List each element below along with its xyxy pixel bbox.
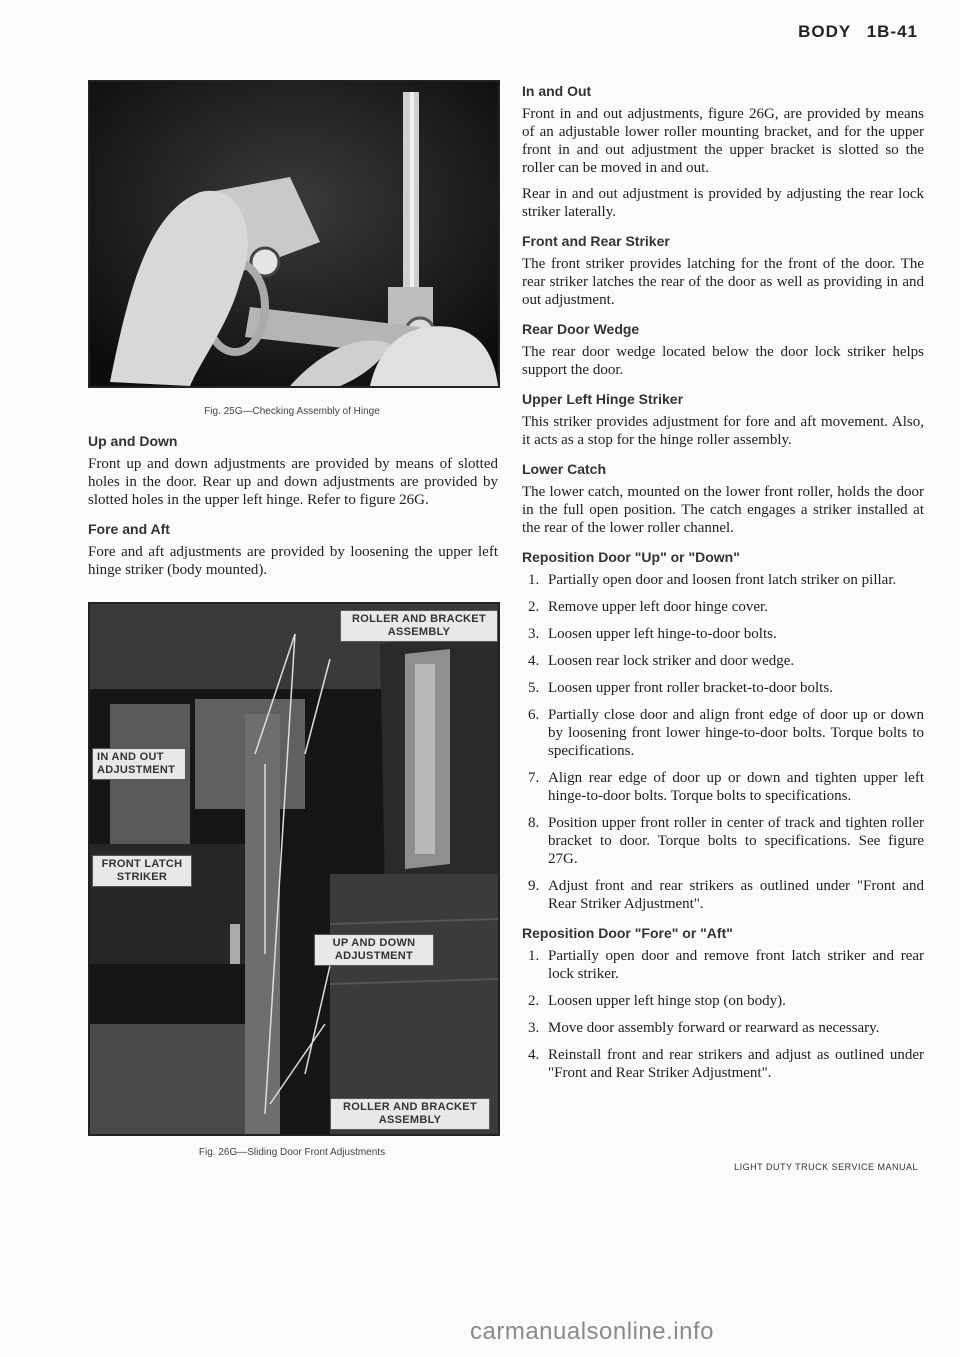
text-rear-door-wedge: The rear door wedge located below the door lock striker helps support the door.	[522, 344, 924, 378]
right-text-column	[522, 83, 924, 1094]
page-footer: LIGHT DUTY TRUCK SERVICE MANUAL	[734, 1162, 918, 1172]
list-item: 2. Loosen upper left hinge stop (on body).	[528, 993, 786, 1009]
fig25-photo	[88, 80, 500, 388]
section-fore-aft	[88, 521, 498, 579]
label-front-latch-striker	[92, 855, 192, 887]
heading-rear-door-wedge: Rear Door Wedge	[522, 321, 640, 337]
list-item: 2. Remove upper left door hinge cover.	[528, 599, 768, 615]
section-lower-catch	[522, 461, 924, 537]
watermark-text: carmanualsonline.info	[470, 1318, 714, 1345]
label-up-down-line1: UP AND DOWN	[332, 937, 416, 949]
heading-fore-aft: Fore and Aft	[88, 521, 170, 537]
step-text: Position upper front roller in center of track and tighten roller bracket to door. Torque bolts to specifications. See figure 27G.	[548, 815, 924, 867]
section-up-down	[88, 433, 498, 509]
text-in-out-2: Rear in and out adjustment is provided by adjusting the rear lock striker laterally.	[522, 186, 924, 220]
step-text: Loosen upper left hinge-to-door bolts.	[548, 626, 777, 642]
section-reposition-up-down	[522, 549, 924, 913]
steps-reposition-fore-aft	[522, 947, 924, 1082]
list-item: 8. Position upper front roller in center of track and tighten roller bracket to door. Torque bolts to specifications. See figure 27G.	[528, 815, 924, 867]
section-reposition-fore-aft	[522, 925, 924, 1082]
label-up-down-adjustment	[314, 934, 434, 966]
section-in-out	[522, 83, 924, 221]
list-item: 4. Reinstall front and rear strikers and adjust as outlined under "Front and Rear Striker Adjustment".	[528, 1047, 924, 1081]
label-roller-bracket-top-line2: ASSEMBLY	[387, 626, 451, 638]
label-up-down-line2: ADJUSTMENT	[334, 950, 414, 962]
step-text: Loosen upper front roller bracket-to-door bolts.	[548, 680, 833, 696]
list-item: 1. Partially open door and remove front latch striker and rear lock striker.	[528, 948, 924, 982]
list-item: 4. Loosen rear lock striker and door wedge.	[528, 653, 795, 669]
step-text: Loosen rear lock striker and door wedge.	[548, 653, 795, 669]
label-roller-bracket-bottom-line2: ASSEMBLY	[378, 1114, 442, 1126]
step-text: Align rear edge of door up or down and tighten upper left hinge-to-door bolts. Torque bolts to specifications.	[548, 770, 924, 804]
list-item: 3. Move door assembly forward or rearward as necessary.	[528, 1020, 880, 1036]
label-in-out-line1: IN AND OUT	[97, 751, 164, 763]
label-roller-bracket-bottom	[330, 1098, 490, 1130]
text-in-out-1: Front in and out adjustments, figure 26G, are provided by means of an adjustable lower roller mounting bracket, and for the upper front in and out adjustment the upper bracket is slotted so the roller can be moved in and out.	[522, 106, 924, 176]
text-lower-catch: The lower catch, mounted on the lower front roller, holds the door in the full open position. The catch engages a striker installed at the rear of the lower roller channel.	[522, 484, 924, 536]
fig26-photo	[88, 602, 500, 1136]
label-roller-bracket-bottom-line1: ROLLER AND BRACKET	[343, 1101, 477, 1113]
heading-reposition-up-down: Reposition Door "Up" or "Down"	[522, 549, 740, 565]
label-front-latch-line2: STRIKER	[116, 871, 168, 883]
heading-reposition-fore-aft: Reposition Door "Fore" or "Aft"	[522, 925, 733, 941]
section-front-rear-striker	[522, 233, 924, 309]
heading-upper-left-hinge: Upper Left Hinge Striker	[522, 391, 684, 407]
list-item: 6. Partially close door and align front edge of door up or down by loosening front lower hinge-to-door bolts. Torque bolts to specifications.	[528, 707, 924, 759]
fig26-caption: Fig. 26G—Sliding Door Front Adjustments	[198, 1147, 386, 1158]
section-upper-left-hinge	[522, 391, 924, 449]
label-roller-bracket-top-line1: ROLLER AND BRACKET	[352, 613, 486, 625]
label-front-latch-line1: FRONT LATCH	[101, 858, 183, 870]
step-text: Reinstall front and rear strikers and adjust as outlined under "Front and Rear Striker Adjustment".	[548, 1047, 924, 1081]
step-text: Loosen upper left hinge stop (on body).	[548, 993, 786, 1009]
label-in-out-adjustment	[92, 748, 186, 780]
step-text: Move door assembly forward or rearward as necessary.	[548, 1020, 880, 1036]
list-item: 9. Adjust front and rear strikers as outlined under "Front and Rear Striker Adjustment".	[528, 878, 924, 912]
heading-front-rear-striker: Front and Rear Striker	[522, 233, 670, 249]
step-text: Partially close door and align front edge of door up or down by loosening front lower hinge-to-door bolts. Torque bolts to specifications.	[548, 707, 924, 759]
text-fore-aft: Fore and aft adjustments are provided by loosening the upper left hinge striker (body mounted).	[88, 544, 498, 578]
label-in-out-line2: ADJUSTMENT	[97, 764, 176, 776]
text-up-down: Front up and down adjustments are provided by means of slotted holes in the door. Rear up and down adjustments are provided by slotted holes in the upper left hinge. Refer to figure 26G.	[88, 456, 498, 508]
text-front-rear-striker: The front striker provides latching for the front of the door. The rear striker latches the rear of the door as well as providing in and out adjustment.	[522, 256, 924, 308]
list-item: 3. Loosen upper left hinge-to-door bolts.	[528, 626, 777, 642]
steps-reposition-up-down	[522, 571, 924, 913]
step-text: Partially open door and remove front latch striker and rear lock striker.	[548, 948, 924, 982]
label-roller-bracket-top	[340, 610, 498, 642]
hinge-photo-illustration	[90, 82, 498, 386]
step-text: Adjust front and rear strikers as outlined under "Front and Rear Striker Adjustment".	[548, 878, 924, 912]
header-section: BODY	[798, 22, 851, 41]
header-page-number: 1B-41	[866, 22, 918, 41]
list-item: 1. Partially open door and loosen front latch striker on pillar.	[528, 572, 897, 588]
heading-in-out: In and Out	[522, 83, 592, 99]
section-rear-door-wedge	[522, 321, 924, 379]
fig25-caption: Fig. 25G—Checking Assembly of Hinge	[204, 406, 380, 417]
step-text: Remove upper left door hinge cover.	[548, 599, 768, 615]
step-text: Partially open door and loosen front latch striker on pillar.	[548, 572, 897, 588]
list-item: 5. Loosen upper front roller bracket-to-door bolts.	[528, 680, 833, 696]
page-header	[788, 22, 918, 42]
heading-up-down: Up and Down	[88, 433, 178, 449]
list-item: 7. Align rear edge of door up or down and tighten upper left hinge-to-door bolts. Torque bolts to specifications.	[528, 770, 924, 804]
heading-lower-catch: Lower Catch	[522, 461, 607, 477]
text-upper-left-hinge: This striker provides adjustment for fore and aft movement. Also, it acts as a stop for the hinge roller assembly.	[522, 414, 924, 448]
left-text-column	[88, 433, 498, 591]
